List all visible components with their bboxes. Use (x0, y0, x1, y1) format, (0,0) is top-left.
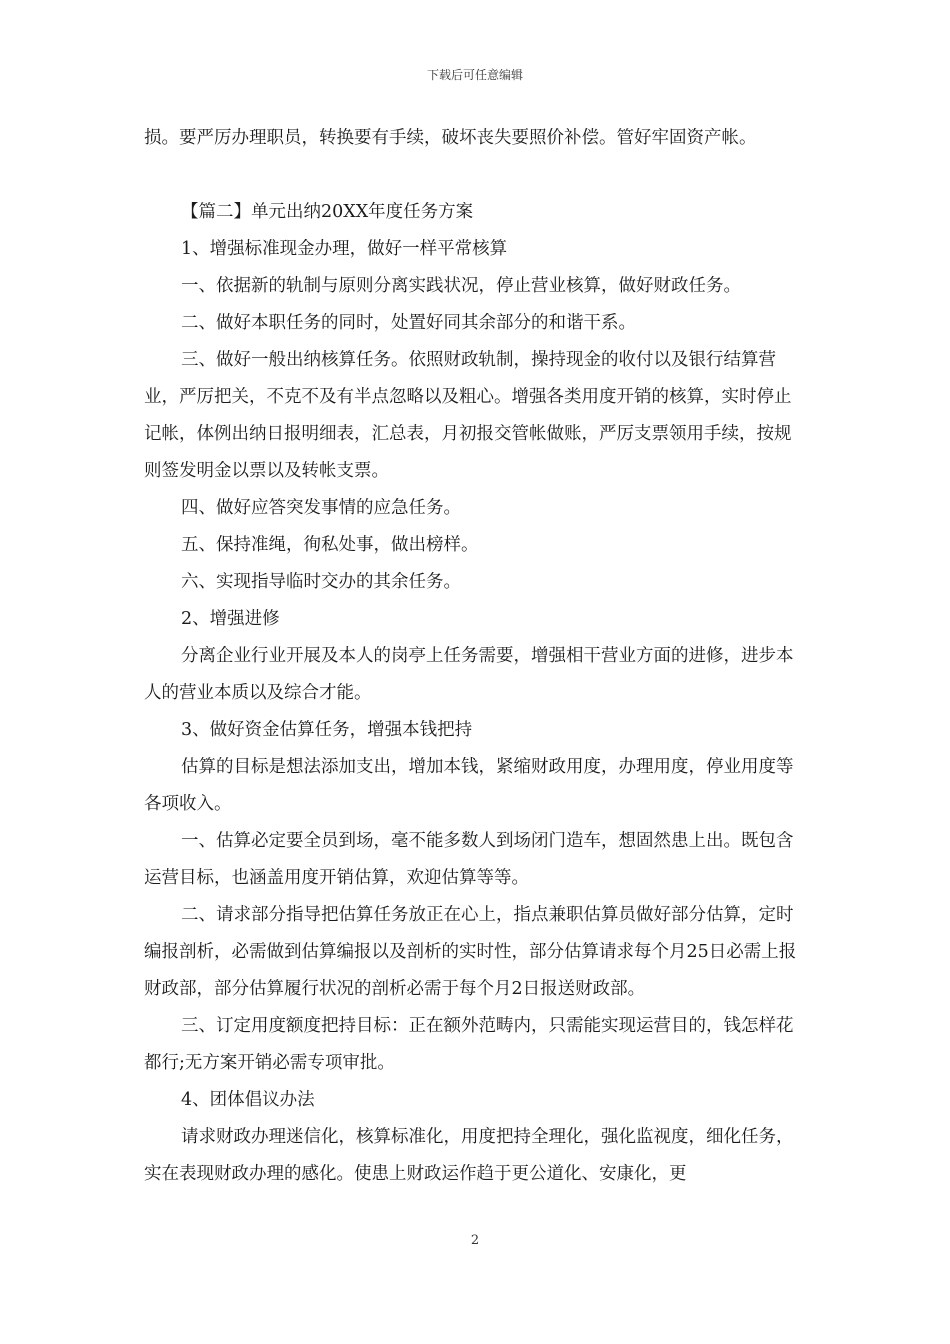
paragraph-continuation: 损。要严厉办理职员，转换要有手续，破坏丧失要照价补偿。管好牢固资产帐。 (144, 128, 757, 148)
paragraph: 分离企业行业开展及本人的岗亭上任务需要，增强相干营业方面的进修，进步本人的营业本质以及综合才能。 (144, 646, 794, 703)
page-number: 2 (470, 1233, 480, 1248)
paragraph: 五、保持准绳，徇私处事，做出榜样。 (181, 535, 479, 555)
heading-4: 4、团体倡议办法 (181, 1090, 315, 1110)
paragraph: 估算的目标是想法添加支出，增加本钱，紧缩财政用度，办理用度，停业用度等各项收入。 (144, 757, 794, 814)
paragraph: 二、请求部分指导把估算任务放正在心上，指点兼职估算员做好部分估算，定时编报剖析，必需做到估算编报以及剖析的实时性，部分估算请求每个月25日必需上报财政部，部分估算履行状况的剖析必需于每个月2日报送财政部。 (144, 905, 797, 999)
document-body (144, 120, 808, 1193)
paragraph: 请求财政办理迷信化，核算标准化，用度把持全理化，强化监视度，细化任务，实在表现财政办理的感化。使患上财政运作趋于更公道化、安康化，更 (144, 1127, 794, 1184)
paragraph: 三、订定用度额度把持目标：正在额外范畴内，只需能实现运营目的，钱怎样花都行;无方案开销必需专项审批。 (144, 1016, 794, 1073)
paragraph: 六、实现指导临时交办的其余任务。 (181, 572, 461, 592)
heading-3: 3、做好资金估算任务，增强本钱把持 (181, 720, 473, 740)
paragraph: 四、做好应答突发事情的应急任务。 (181, 498, 461, 518)
heading-2: 2、增强进修 (181, 609, 280, 629)
paragraph: 一、依据新的轨制与原则分离实践状况，停止营业核算，做好财政任务。 (181, 276, 741, 296)
paragraph: 三、做好一般出纳核算任务。依照财政轨制，操持现金的收付以及银行结算营业，严厉把关，不克不及有半点忽略以及粗心。增强各类用度开销的核算，实时停止记帐，体例出纳日报明细表，汇总表，月初报交管帐做账，严厉支票领用手续，按规则签发明金以票以及转帐支票。 (144, 350, 792, 481)
section-title: 【篇二】单元出纳20XX年度任务方案 (181, 202, 474, 222)
paragraph: 一、估算必定要全员到场，毫不能多数人到场闭门造车，想固然患上出。既包含运营目标，也涵盖用度开销估算，欢迎估算等等。 (144, 831, 794, 888)
paragraph-spacer (144, 157, 808, 194)
paragraph: 二、做好本职任务的同时，处置好同其余部分的和谐干系。 (181, 313, 636, 333)
heading-1: 1、增强标准现金办理，做好一样平常核算 (181, 239, 508, 259)
page-header: 下载后可任意编辑 (426, 68, 523, 82)
